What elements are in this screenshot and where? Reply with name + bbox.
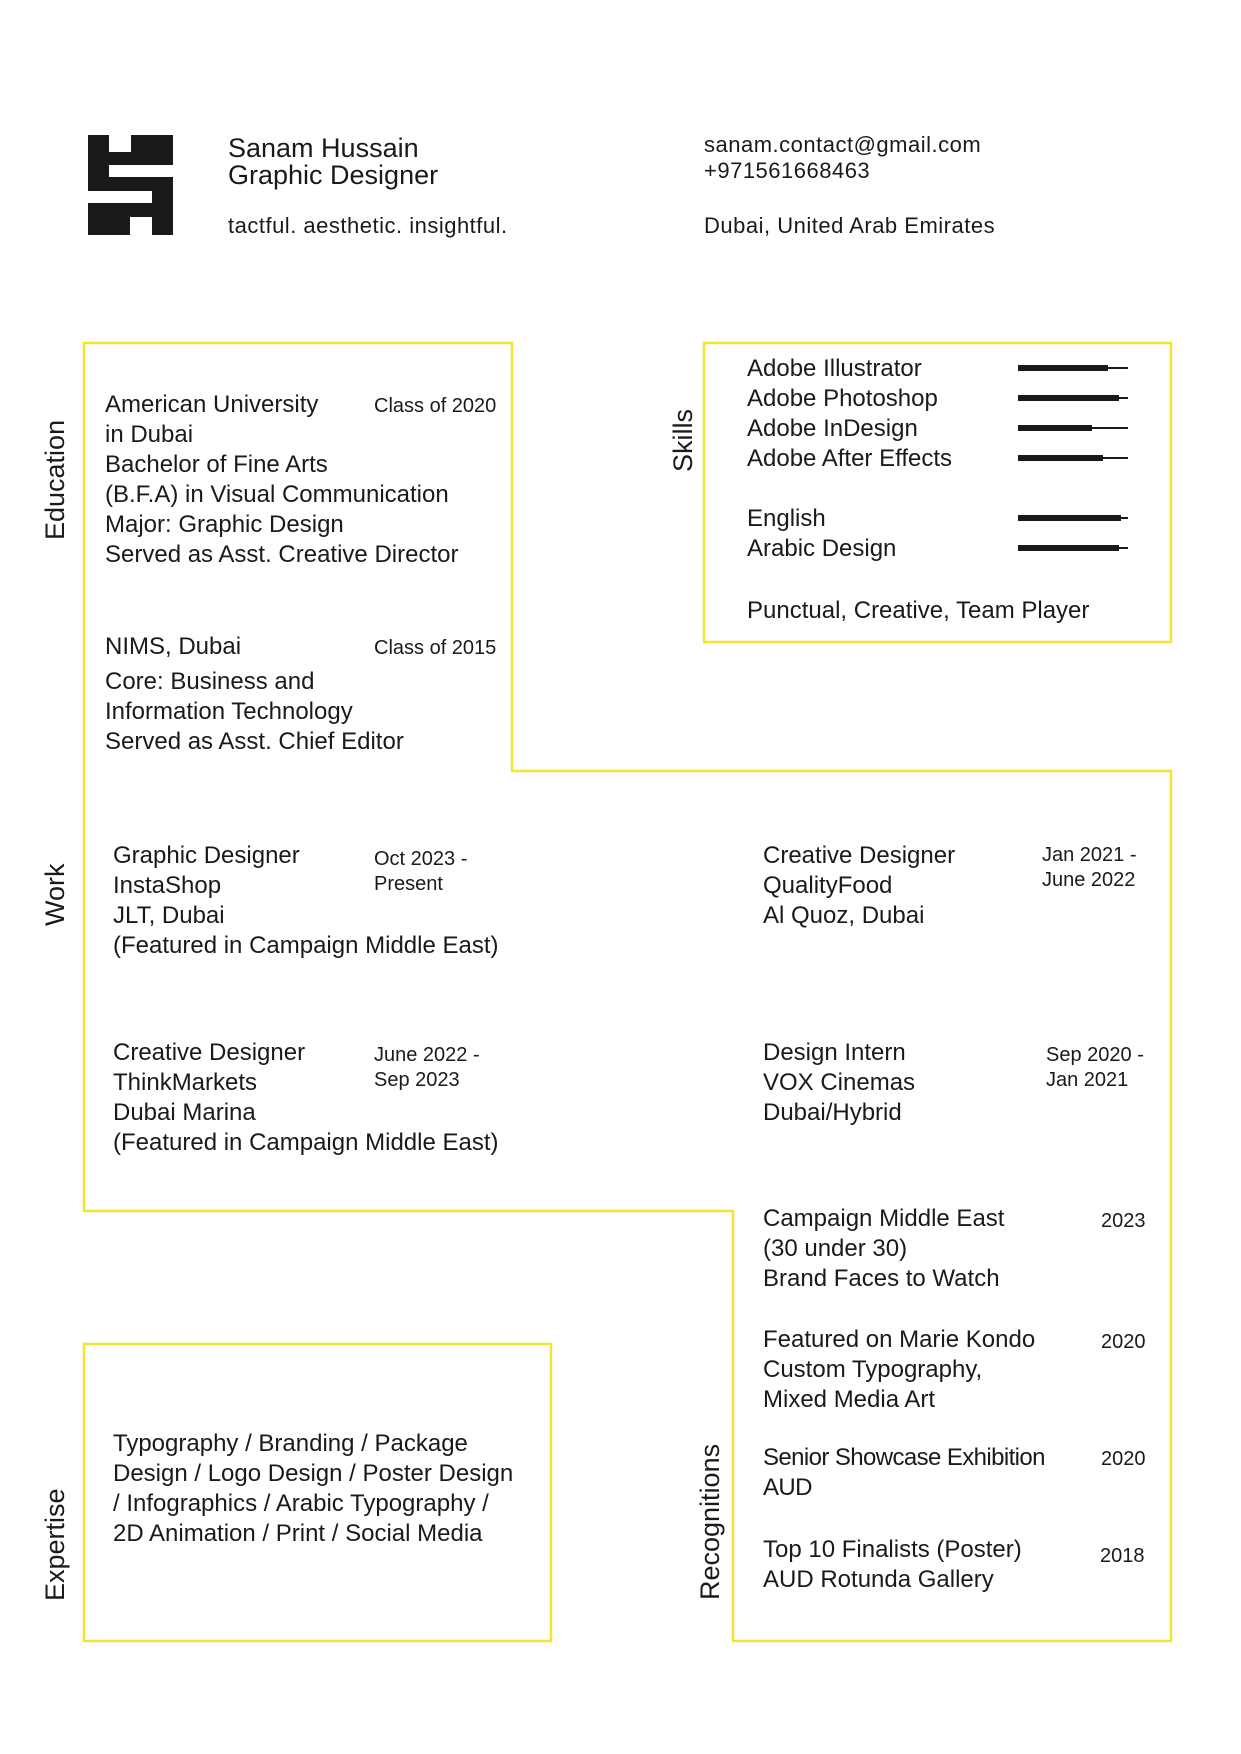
recognition-line: Featured on Marie Kondo xyxy=(763,1326,1036,1353)
skills-language-list xyxy=(747,504,896,564)
work-date-start: Sep 2020 - xyxy=(1046,1044,1144,1066)
skill-level-fill xyxy=(1018,455,1103,461)
recognition-line: AUD xyxy=(763,1474,812,1501)
work-label: Work xyxy=(40,863,70,926)
work-date-start: Oct 2023 - xyxy=(374,848,468,870)
email[interactable]: sanam.contact@gmail.com xyxy=(704,132,982,157)
expertise-line: Typography / Branding / Package xyxy=(113,1430,468,1457)
education-line: Bachelor of Fine Arts xyxy=(105,451,328,478)
work-line: Design Intern xyxy=(763,1039,906,1066)
skill-level-fill xyxy=(1018,545,1119,551)
education-line: Core: Business and xyxy=(105,668,315,695)
expertise-line: Design / Logo Design / Poster Design xyxy=(113,1460,514,1487)
skill-name: Adobe Photoshop xyxy=(747,385,938,412)
education-line: Information Technology xyxy=(105,698,353,725)
person-role: Graphic Designer xyxy=(228,160,439,190)
skill-name: Adobe After Effects xyxy=(747,445,953,472)
skills-label: Skills xyxy=(668,408,698,472)
work-date xyxy=(1046,1043,1144,1093)
work-line: JLT, Dubai xyxy=(113,902,225,929)
work-date-start: Jan 2021 - xyxy=(1042,844,1137,866)
work-line: Dubai Marina xyxy=(113,1099,256,1126)
skills-software-list xyxy=(747,354,952,474)
work-date-end: June 2022 xyxy=(1042,869,1136,891)
work-line: VOX Cinemas xyxy=(763,1069,916,1096)
person-name: Sanam Hussain xyxy=(228,133,419,163)
education-date: Class of 2015 xyxy=(374,637,497,659)
skill-name: Adobe Illustrator xyxy=(747,355,922,382)
work-date-end: Present xyxy=(374,873,443,895)
work-line: QualityFood xyxy=(763,872,893,899)
skill-level-bar xyxy=(1018,358,1128,378)
education-line: (B.F.A) in Visual Communication xyxy=(105,481,449,508)
recognition-line: Top 10 Finalists (Poster) xyxy=(763,1536,1022,1563)
work-line: InstaShop xyxy=(113,872,222,899)
skill-name: Adobe InDesign xyxy=(747,415,918,442)
recognitions-label: Recognitions xyxy=(695,1443,725,1600)
skill-level-bar xyxy=(1018,448,1128,468)
skill-level-fill xyxy=(1018,425,1092,431)
work-date-end: Jan 2021 xyxy=(1046,1069,1129,1091)
work-line: Dubai/Hybrid xyxy=(763,1099,902,1126)
work-line: (Featured in Campaign Middle East) xyxy=(113,1129,499,1156)
work-line: Creative Designer xyxy=(763,842,956,869)
skill-level-bar xyxy=(1018,388,1128,408)
education-line: in Dubai xyxy=(105,421,194,448)
recognition-year: 2020 xyxy=(1101,1448,1146,1470)
education-line: Served as Asst. Creative Director xyxy=(105,541,459,568)
education-line: Major: Graphic Design xyxy=(105,511,344,538)
skill-level-fill xyxy=(1018,515,1121,521)
recognition-year: 2020 xyxy=(1101,1331,1146,1353)
work-line: Al Quoz, Dubai xyxy=(763,902,925,929)
location: Dubai, United Arab Emirates xyxy=(704,213,996,238)
recognition-entry xyxy=(763,1325,1035,1415)
recognition-year: 2023 xyxy=(1101,1210,1146,1232)
skill-level-fill xyxy=(1018,365,1108,371)
work-line: Graphic Designer xyxy=(113,842,300,869)
work-line: ThinkMarkets xyxy=(113,1069,258,1096)
work-date xyxy=(1042,843,1137,893)
skill-name: Arabic Design xyxy=(747,535,897,562)
skill-level-fill xyxy=(1018,395,1119,401)
education-date: Class of 2020 xyxy=(374,395,497,417)
tagline: tactful. aesthetic. insightful. xyxy=(228,213,508,238)
recognition-line: Mixed Media Art xyxy=(763,1386,936,1413)
work-line: Creative Designer xyxy=(113,1039,306,1066)
education-line: NIMS, Dubai xyxy=(105,633,242,660)
expertise-label: Expertise xyxy=(40,1488,70,1601)
recognition-line: AUD Rotunda Gallery xyxy=(763,1566,994,1593)
recognition-line: Custom Typography, xyxy=(763,1356,983,1383)
skills-traits: Punctual, Creative, Team Player xyxy=(747,597,1090,624)
recognition-entry xyxy=(763,1443,1045,1503)
education-line: Served as Asst. Chief Editor xyxy=(105,728,404,755)
skill-level-bar xyxy=(1018,538,1128,558)
recognition-line: Campaign Middle East xyxy=(763,1205,1005,1232)
phone[interactable]: +971561668463 xyxy=(704,158,871,183)
recognition-line: (30 under 30) xyxy=(763,1235,908,1262)
recognition-year: 2018 xyxy=(1100,1545,1145,1567)
expertise-line: 2D Animation / Print / Social Media xyxy=(113,1520,483,1547)
recognition-entry xyxy=(763,1204,1004,1294)
expertise-list xyxy=(113,1429,513,1549)
work-entry xyxy=(763,1038,915,1128)
recognition-line: Senior Showcase Exhibition xyxy=(763,1444,1045,1471)
skill-level-bar xyxy=(1018,508,1128,528)
education-line: American University xyxy=(105,391,319,418)
work-date-start: June 2022 - xyxy=(374,1044,480,1066)
education-label: Education xyxy=(40,419,70,540)
work-date xyxy=(374,847,467,897)
work-date-end: Sep 2023 xyxy=(374,1069,460,1091)
work-date xyxy=(374,1043,480,1093)
skill-level-bar xyxy=(1018,418,1128,438)
work-entry xyxy=(763,841,955,931)
work-line: (Featured in Campaign Middle East) xyxy=(113,932,499,959)
education-entry xyxy=(105,667,404,757)
recognition-entry xyxy=(763,1535,1022,1595)
expertise-line: / Infographics / Arabic Typography / xyxy=(113,1490,489,1517)
recognition-line: Brand Faces to Watch xyxy=(763,1265,1000,1292)
skill-name: English xyxy=(747,505,826,532)
